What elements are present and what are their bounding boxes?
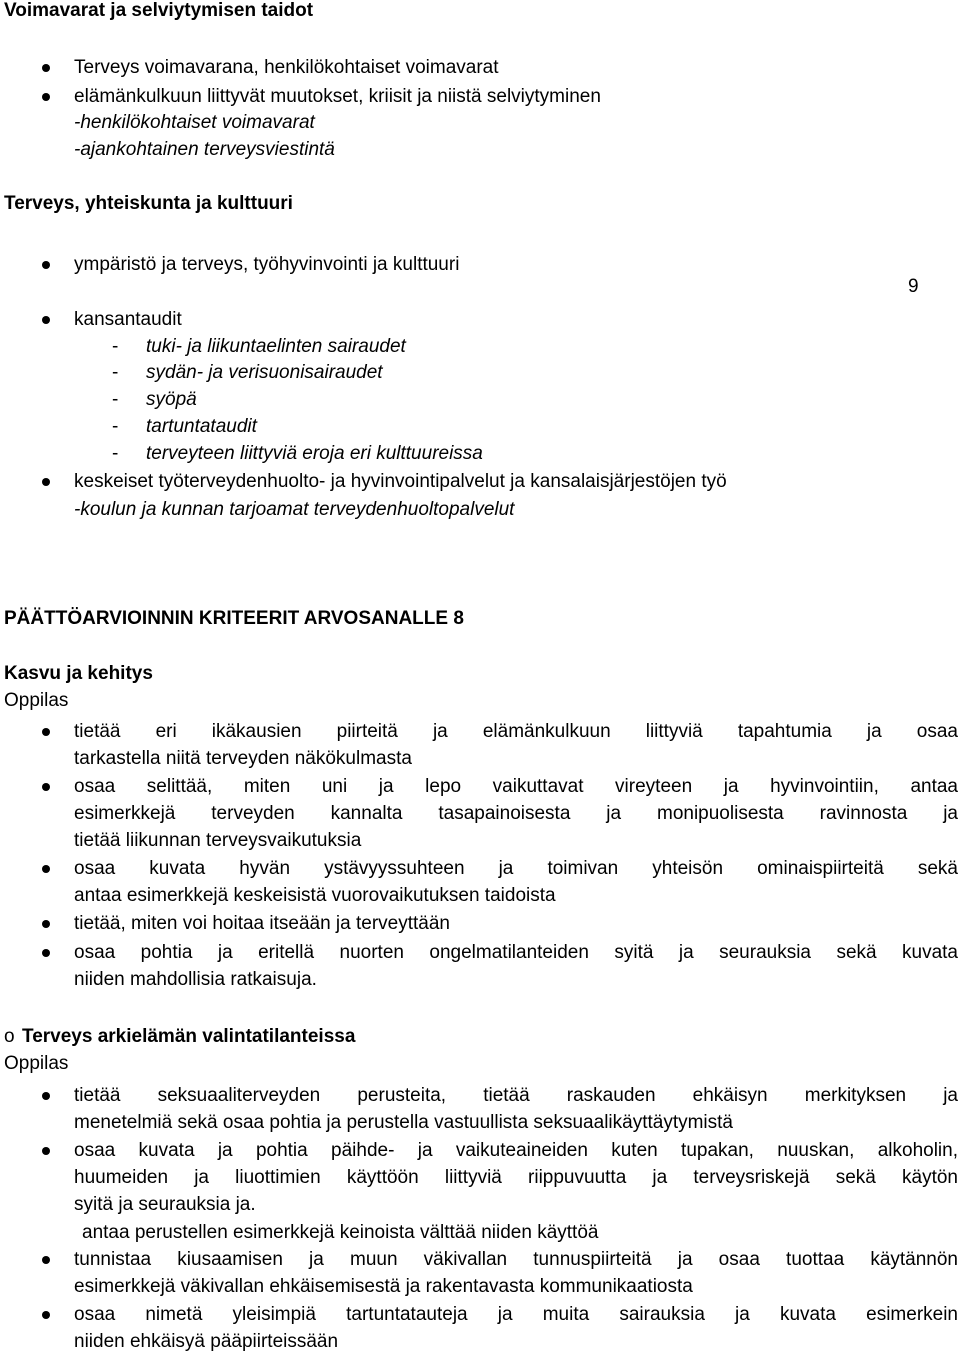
bullet-icon: [42, 1311, 50, 1319]
bullet-icon: [42, 1147, 50, 1155]
bullet-icon: [42, 783, 50, 791]
section-heading-voimavarat: Voimavarat ja selviytymisen taidot: [4, 0, 314, 21]
list-item: Terveys voimavarana, henkilökohtaiset voimavarat: [74, 57, 499, 78]
bullet-icon: [42, 728, 50, 736]
list-item-line: antaa esimerkkejä keskeisistä vuorovaikutuksen taidoista: [74, 885, 556, 906]
list-item: kansantaudit: [74, 309, 182, 330]
dash-item: syöpä: [146, 389, 197, 410]
dash-item: terveyteen liittyviä eroja eri kulttuureissa: [146, 443, 483, 464]
section-heading-terveys-yhteiskunta: Terveys, yhteiskunta ja kulttuuri: [4, 193, 293, 214]
dash-item: tuki- ja liikuntaelinten sairaudet: [146, 336, 406, 357]
bullet-icon: [42, 1256, 50, 1264]
list-item-line: esimerkkejä terveyden kannalta tasapainoisesta ja monipuolisesta ravinnosta ja: [74, 803, 958, 824]
list-item-line: tietää seksuaaliterveyden perusteita, tietää raskauden ehkäisyn merkityksen ja: [74, 1085, 958, 1106]
list-item-line: niiden ehkäisyä pääpiirteissään: [74, 1331, 339, 1352]
list-item: elämänkulkuun liittyvät muutokset, kriisit ja niistä selviytyminen: [74, 86, 601, 107]
list-item: ympäristö ja terveys, työhyvinvointi ja kulttuuri: [74, 254, 460, 275]
sub-item: -ajankohtainen terveysviestintä: [74, 139, 335, 160]
sub-item: -koulun ja kunnan tarjoamat terveydenhuoltopalvelut: [74, 499, 515, 520]
subsection-heading-arki: Terveys arkielämän valintatilanteissa: [22, 1026, 356, 1047]
list-item-line: tietää, miten voi hoitaa itseään ja terveyttään: [74, 913, 451, 934]
list-item-line: tietää liikunnan terveysvaikutuksia: [74, 830, 362, 851]
sub-item: -henkilökohtaiset voimavarat: [74, 112, 315, 133]
list-item-line: huumeiden ja liuottimien käyttöön liittyviä riippuvuutta ja terveysriskejä sekä käytön: [74, 1167, 958, 1188]
bullet-icon: [42, 261, 50, 269]
list-item-line: osaa kuvata ja pohtia päihde- ja vaikuteaineiden kuten tupakan, nuuskan, alkoholin,: [74, 1140, 958, 1161]
page-number: 9: [908, 276, 919, 297]
bullet-icon: [42, 949, 50, 957]
subsection-heading-kasvu: Kasvu ja kehitys: [4, 663, 153, 684]
oppilas-label: Oppilas: [4, 1053, 69, 1074]
list-item: keskeiset työterveydenhuolto- ja hyvinvointipalvelut ja kansalaisjärjestöjen työ: [74, 471, 727, 492]
dash-icon: -: [112, 443, 119, 464]
list-marker-o: o: [4, 1026, 15, 1047]
list-item-line: menetelmiä sekä osaa pohtia ja perustella vastuullista seksuaalikäyttäytymistä: [74, 1112, 733, 1133]
dash-icon: -: [112, 336, 119, 357]
list-item-line: osaa kuvata hyvän ystävyyssuhteen ja toimivan yhteisön ominaispiirteitä sekä: [74, 858, 958, 879]
list-item-line: tarkastella niitä terveyden näkökulmasta: [74, 748, 412, 769]
bullet-icon: [42, 478, 50, 486]
oppilas-label: Oppilas: [4, 690, 69, 711]
list-item-line: niiden mahdollisia ratkaisuja.: [74, 969, 317, 990]
criteria-heading: PÄÄTTÖARVIOINNIN KRITEERIT ARVOSANALLE 8: [4, 608, 464, 629]
dash-item: sydän- ja verisuonisairaudet: [146, 362, 383, 383]
list-item-line: syitä ja seurauksia ja.: [74, 1194, 256, 1215]
dash-icon: -: [112, 389, 119, 410]
dash-icon: -: [112, 416, 119, 437]
dash-item: tartuntataudit: [146, 416, 257, 437]
bullet-icon: [42, 64, 50, 72]
dash-icon: -: [112, 362, 119, 383]
list-item-line: osaa selittää, miten uni ja lepo vaikuttavat vireyteen ja hyvinvointiin, antaa: [74, 776, 958, 797]
list-item-line: tietää eri ikäkausien piirteitä ja elämänkulkuun liittyviä tapahtumia ja osaa: [74, 721, 958, 742]
bullet-icon: [42, 93, 50, 101]
list-item-line: esimerkkejä väkivallan ehkäisemisestä ja rakentavasta kommunikaatiosta: [74, 1276, 693, 1297]
bullet-icon: [42, 865, 50, 873]
bullet-icon: [42, 316, 50, 324]
bullet-icon: [42, 920, 50, 928]
list-item-line: tunnistaa kiusaamisen ja muun väkivallan tunnuspiirteitä ja osaa tuottaa käytännön: [74, 1249, 958, 1270]
list-item-line: antaa perustellen esimerkkejä keinoista välttää niiden käyttöä: [82, 1222, 599, 1243]
bullet-icon: [42, 1092, 50, 1100]
list-item-line: osaa nimetä yleisimpiä tartuntatauteja ja muita sairauksia ja kuvata esimerkein: [74, 1304, 958, 1325]
list-item-line: osaa pohtia ja eritellä nuorten ongelmatilanteiden syitä ja seurauksia sekä kuvata: [74, 942, 958, 963]
